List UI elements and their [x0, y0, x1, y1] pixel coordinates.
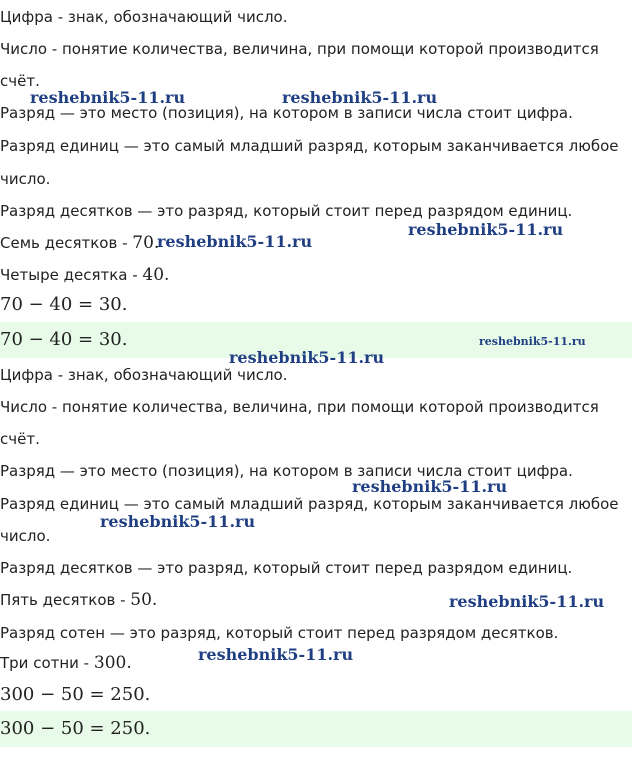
- number-definition-line2: счёт.: [0, 72, 40, 90]
- four-tens-value: 40.: [142, 265, 170, 285]
- watermark: reshebnik5-11.ru: [479, 335, 586, 348]
- watermark: reshebnik5-11.ru: [157, 232, 313, 251]
- number-definition-line1: Число - понятие количества, величина, при помощи которой производится: [0, 40, 599, 58]
- place-definition-2: Разряд — это место (позиция), на котором в записи числа стоит цифра.: [0, 462, 573, 480]
- hundreds-definition: Разряд сотен — это разряд, который стоит перед разрядом десятков.: [0, 624, 559, 642]
- equation-1: 70 − 40 = 30.: [0, 294, 128, 315]
- watermark: reshebnik5-11.ru: [352, 477, 508, 496]
- three-hundreds-value: 300.: [93, 653, 132, 673]
- equation-2: 300 − 50 = 250.: [0, 684, 151, 705]
- four-tens-line: [0, 265, 632, 285]
- answer-highlight-2: [0, 711, 632, 747]
- tens-definition-2: Разряд десятков — это разряд, который стоит перед разрядом единиц.: [0, 559, 573, 577]
- answer-equation-1: 70 − 40 = 30.: [0, 329, 128, 350]
- watermark: reshebnik5-11.ru: [30, 88, 186, 107]
- digit-definition-2: Цифра - знак, обозначающий число.: [0, 366, 288, 384]
- digit-definition: Цифра - знак, обозначающий число.: [0, 8, 288, 26]
- seven-tens-label: Семь десятков -: [0, 234, 133, 252]
- watermark: reshebnik5-11.ru: [408, 220, 564, 239]
- three-hundreds-label: Три сотни -: [0, 654, 94, 672]
- number-definition-2-line2: счёт.: [0, 430, 40, 448]
- units-definition-2-line1: Разряд единиц — это самый младший разряд, которым заканчивается любое: [0, 495, 619, 513]
- place-definition: Разряд — это место (позиция), на котором в записи числа стоит цифра.: [0, 104, 573, 122]
- five-tens-label: Пять десятков -: [0, 591, 131, 609]
- answer-equation-2: 300 − 50 = 250.: [0, 718, 151, 739]
- five-tens-value: 50.: [130, 590, 158, 610]
- units-definition-2-line2: число.: [0, 527, 51, 545]
- units-definition-line2: число.: [0, 170, 51, 188]
- watermark: reshebnik5-11.ru: [449, 592, 605, 611]
- seven-tens-value: 70.: [132, 233, 160, 253]
- watermark: reshebnik5-11.ru: [100, 512, 256, 531]
- units-definition-line1: Разряд единиц — это самый младший разряд, которым заканчивается любое: [0, 137, 619, 155]
- number-definition-2-line1: Число - понятие количества, величина, при помощи которой производится: [0, 398, 599, 416]
- watermark: reshebnik5-11.ru: [229, 348, 385, 367]
- watermark: reshebnik5-11.ru: [282, 88, 438, 107]
- watermark: reshebnik5-11.ru: [198, 645, 354, 664]
- four-tens-label: Четыре десятка -: [0, 266, 143, 284]
- tens-definition: Разряд десятков — это разряд, который стоит перед разрядом единиц.: [0, 202, 573, 220]
